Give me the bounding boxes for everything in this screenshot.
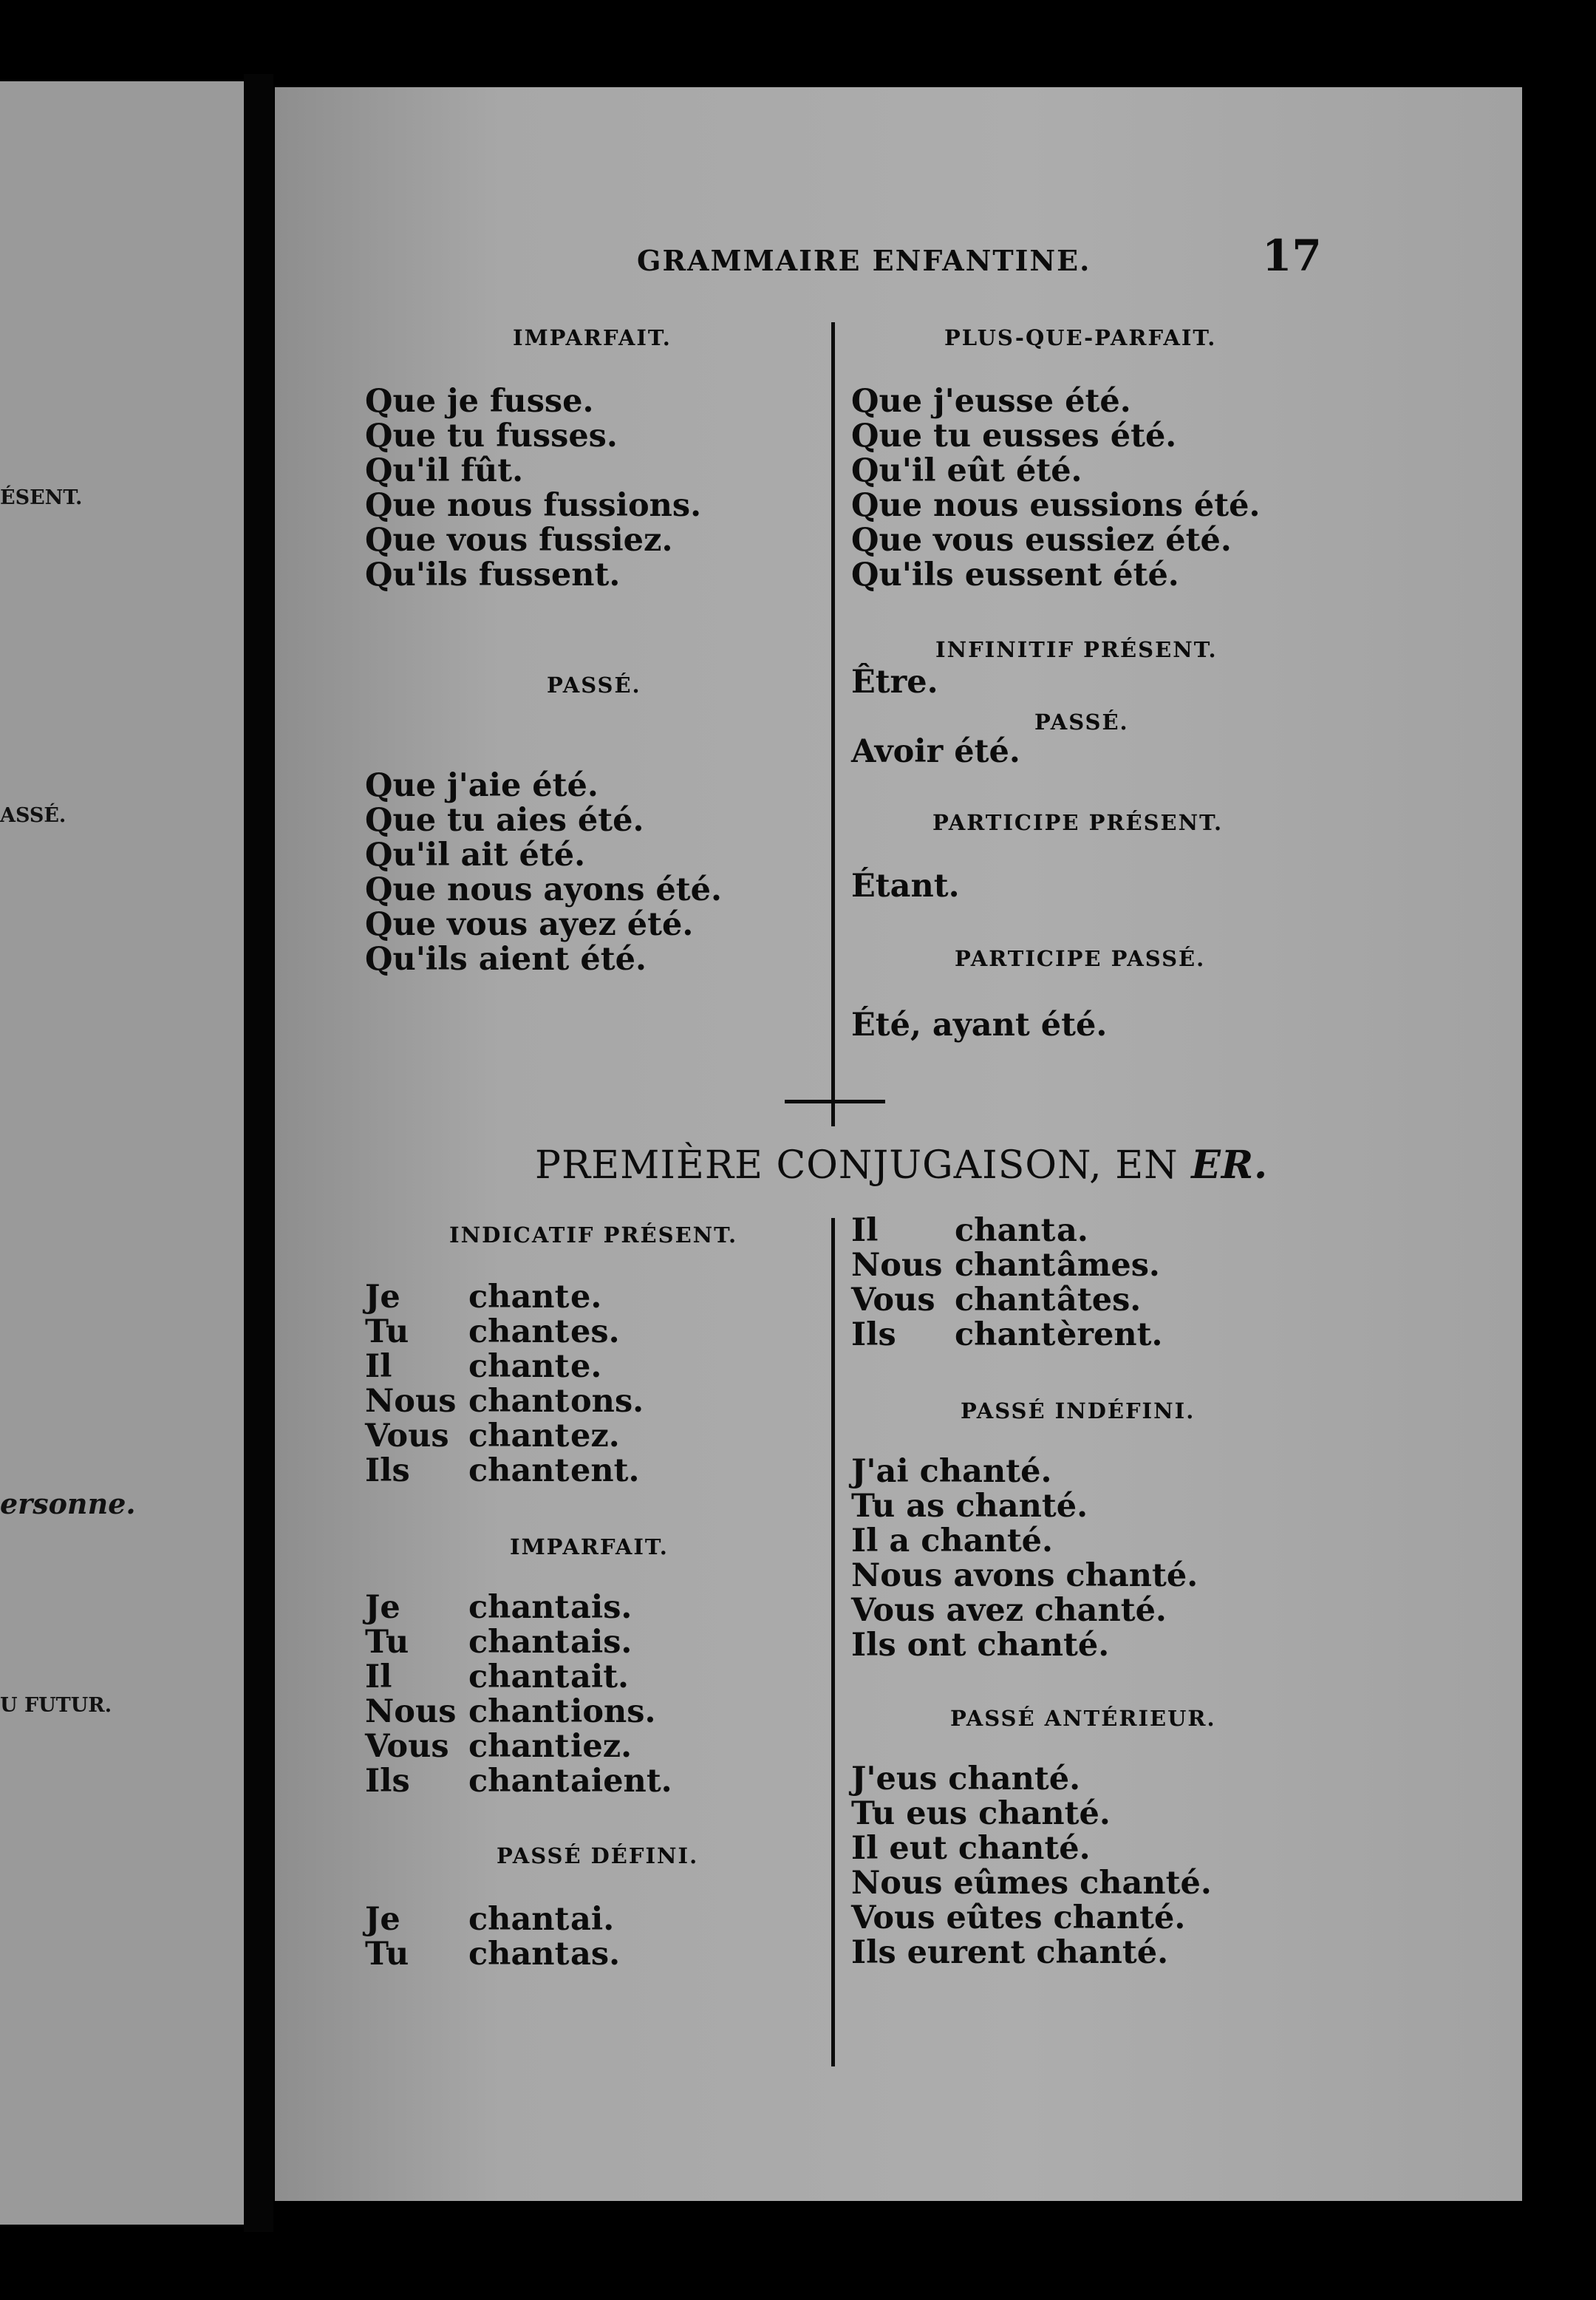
conjugation-row [851,1214,1162,1248]
verb-line: Qu'ils eussent été. [851,557,1179,593]
verb-line: Été, ayant été. [851,1007,1108,1044]
passe-defini-table [365,1902,620,1972]
verb-line: Il eut chanté. [851,1830,1091,1867]
verb-line: Ils eurent chanté. [851,1934,1169,1971]
ending: es. [570,1313,620,1350]
pronoun: Ils [365,1763,410,1800]
ending: as. [570,1936,621,1973]
pronoun: Nous [851,1247,943,1284]
left-fragment: ÉSENT. [0,486,83,509]
ending: ez. [570,1418,620,1454]
plus-que-parfait-lines [851,384,1260,593]
indicatif-present-table [365,1280,644,1488]
pronoun: Je [365,1901,400,1938]
stem: chant [468,1452,570,1489]
verb-line: Avoir été. [851,733,1020,770]
pronoun: Il [851,1212,879,1249]
pronoun: Vous [365,1728,449,1765]
left-fragment: ersonne. [0,1487,136,1520]
pronoun: Ils [365,1452,410,1489]
passe-anterieur-lines [851,1762,1212,1970]
stem: chant [468,1936,570,1973]
stem: chant [468,1348,570,1385]
conjugation-row [365,1280,644,1315]
pronoun: Vous [851,1282,935,1319]
stem: chant [955,1316,1056,1353]
stem: chant [468,1279,570,1316]
book-gutter [244,74,273,2232]
verb-line: Que vous fussiez. [365,522,673,559]
pronoun: Il [365,1348,392,1385]
stem: chant [468,1624,570,1661]
verb-line: Qu'ils fussent. [365,557,621,593]
conjugation-title [535,1143,1268,1188]
verb-line: Nous eûmes chanté. [851,1865,1212,1902]
stem: chant [468,1383,570,1420]
ending: ai. [570,1901,615,1938]
ending: iez. [570,1728,632,1765]
pronoun: Ils [851,1316,896,1353]
verb-line: Étant. [851,868,960,905]
ending: èrent. [1057,1316,1163,1353]
verb-line: Que je fusse. [365,383,594,420]
ending: a. [1057,1212,1088,1249]
ending: ait. [570,1658,630,1695]
column-rule-bottom [831,1218,835,2066]
conjugation-row [365,1625,672,1660]
pronoun: Vous [365,1418,449,1454]
ending: e. [570,1348,602,1385]
verb-line: Il a chanté. [851,1522,1054,1559]
conjugation-row [365,1660,672,1695]
stem: chant [468,1728,570,1765]
verb-line: Vous avez chanté. [851,1592,1167,1629]
verb-line: Qu'ils aient été. [365,941,647,978]
conjugation-row [851,1283,1162,1318]
ending: ent. [570,1452,640,1489]
pronoun: Il [365,1658,392,1695]
conjugation-row [365,1315,644,1350]
pronoun: Tu [365,1624,409,1661]
section-heading-passe-indefini: PASSÉ INDÉFINI. [961,1398,1196,1423]
ending: ais. [570,1624,632,1661]
ending: ions. [570,1693,656,1730]
section-heading-participe-present: PARTICIPE PRÉSENT. [932,810,1224,835]
imparfait-lines [365,384,701,593]
verb-line: Que vous eussiez été. [851,522,1232,559]
conjugation-row [365,1695,672,1729]
verb-line: Être. [851,664,938,701]
stem: chant [468,1313,570,1350]
stem: chant [955,1212,1056,1249]
verb-line: Ils ont chanté. [851,1627,1110,1664]
verb-line: Que nous fussions. [365,487,702,524]
stem: chant [468,1901,570,1938]
verb-line: Tu eus chanté. [851,1795,1111,1832]
verb-line: Que vous ayez été. [365,906,694,943]
conjugation-row [365,1384,644,1419]
verb-line: Que j'aie été. [365,767,598,804]
section-heading-infinitif-present: INFINITIF PRÉSENT. [935,637,1218,662]
stem: chant [468,1589,570,1626]
verb-line: Qu'il eût été. [851,452,1082,489]
pronoun: Nous [365,1693,457,1730]
left-fragment: ASSÉ. [0,804,66,827]
section-heading-indicatif-present: INDICATIF PRÉSENT. [449,1222,738,1248]
page-number: 17 [1262,231,1322,281]
verb-line: Que tu eusses été. [851,418,1177,455]
verb-line: Que nous ayons été. [365,871,722,908]
section-heading-imparfait: IMPARFAIT. [513,325,672,350]
stem: chant [468,1693,570,1730]
section-heading-passe: PASSÉ. [547,673,641,698]
stem: chant [468,1763,570,1800]
ending: ons. [570,1383,644,1420]
section-heading-plus-que-parfait: PLUS-QUE-PARFAIT. [944,325,1217,350]
column-rule-top [831,322,835,1126]
passe-indefini-lines [851,1454,1198,1663]
verb-line: Que nous eussions été. [851,487,1261,524]
conjugation-title-main: PREMIÈRE CONJUGAISON, EN [535,1143,1192,1188]
conjugation-row [365,1419,644,1454]
ending: âtes. [1057,1282,1142,1319]
conjugation-row [365,1454,644,1488]
verb-line: Que j'eusse été. [851,383,1131,420]
imparfait-er-table [365,1590,672,1799]
section-divider [785,1100,885,1103]
left-fragment: U FUTUR. [0,1694,112,1717]
verb-line: Tu as chanté. [851,1488,1088,1525]
section-heading-passe-anterieur: PASSÉ ANTÉRIEUR. [950,1706,1216,1731]
left-page-edge [0,81,244,2225]
conjugation-title-suffix: ER. [1191,1143,1269,1188]
verb-line: Que tu fusses. [365,418,618,455]
verb-line: Qu'il fût. [365,452,524,489]
stem: chant [955,1247,1056,1284]
conjugation-row [365,1350,644,1384]
conjugation-row [365,1590,672,1625]
conjugation-row [365,1937,620,1972]
verb-line: Nous avons chanté. [851,1557,1198,1594]
passe-defini-continued-table [851,1214,1162,1353]
ending: ais. [570,1589,632,1626]
conjugation-row [365,1729,672,1764]
book-page [275,87,1522,2201]
ending: aient. [570,1763,672,1800]
pronoun: Je [365,1589,400,1626]
pronoun: Tu [365,1936,409,1973]
verb-line: J'eus chanté. [851,1760,1081,1797]
verb-line: Que tu aies été. [365,802,644,839]
pronoun: Tu [365,1313,409,1350]
passe-lines [365,769,722,977]
conjugation-row [851,1248,1162,1283]
verb-line: Vous eûtes chanté. [851,1899,1186,1936]
stem: chant [468,1658,570,1695]
verb-line: J'ai chanté. [851,1453,1052,1490]
conjugation-row [365,1902,620,1937]
running-title: GRAMMAIRE ENFANTINE. [637,244,1091,277]
section-heading-passe-defini: PASSÉ DÉFINI. [497,1843,699,1868]
ending: âmes. [1057,1247,1160,1284]
section-heading-imparfait-er: IMPARFAIT. [510,1534,669,1559]
pronoun: Nous [365,1383,457,1420]
stem: chant [955,1282,1056,1319]
section-heading-infinitif-passe: PASSÉ. [1034,710,1129,735]
ending: e. [570,1279,602,1316]
conjugation-row [851,1318,1162,1353]
verb-line: Qu'il ait été. [365,837,586,874]
conjugation-row [365,1764,672,1799]
pronoun: Je [365,1279,400,1316]
stem: chant [468,1418,570,1454]
section-heading-participe-passe: PARTICIPE PASSÉ. [955,946,1206,971]
